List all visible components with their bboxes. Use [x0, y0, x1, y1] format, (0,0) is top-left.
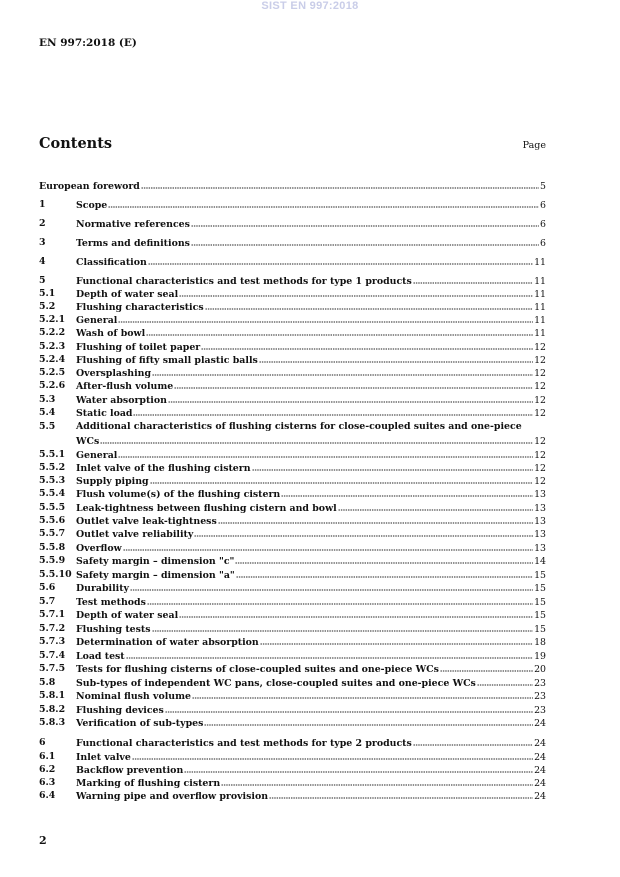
toc-entry-page: 15	[534, 570, 546, 581]
toc-entry-page: 12	[534, 476, 546, 487]
toc-entry-page: 12	[534, 381, 546, 392]
dot-leader	[146, 327, 533, 336]
toc-entry-page: 24	[534, 752, 546, 763]
dot-leader	[108, 199, 539, 208]
toc-entry-title: Sub-types of independent WC pans, close-coupled suites and one-piece WCs	[76, 678, 476, 689]
toc-entry-title: Flushing tests	[76, 624, 151, 635]
toc-entry-title: Terms and definitions	[76, 238, 190, 249]
toc-entry-number: 6.1	[39, 751, 56, 762]
toc-entry-title: Warning pipe and overflow provision	[76, 791, 269, 802]
toc-entry-title: General	[76, 315, 118, 326]
dot-leader	[148, 256, 533, 265]
dot-leader	[260, 636, 533, 645]
dot-leader	[192, 690, 533, 699]
dot-leader	[236, 569, 533, 578]
dot-leader	[174, 380, 533, 389]
dot-leader	[132, 751, 533, 760]
toc-entry-title: Safety margin – dimension "c"	[76, 556, 235, 567]
toc-entry-page: 24	[534, 765, 546, 776]
toc-entry-number: 5.5.2	[39, 462, 66, 473]
toc-entry-number: 6	[39, 737, 46, 748]
toc-entry-number: 5.5.3	[39, 475, 66, 486]
toc-entry-number: 5.8	[39, 677, 56, 688]
toc-entry-page: 13	[534, 543, 546, 554]
toc-entry-number: 5.2.4	[39, 354, 66, 365]
toc-entry-number: 3	[39, 237, 46, 248]
toc-entry-number: 5.3	[39, 394, 56, 405]
toc-entry-title: Verification of sub-types	[76, 718, 204, 729]
toc-entry-title-continuation: WCs	[76, 436, 100, 447]
toc-entry-page: 6	[540, 238, 546, 249]
dot-leader	[123, 542, 533, 551]
toc-entry-title: Flush volume(s) of the flushing cistern	[76, 489, 281, 500]
toc-entry-number: 5.5.10	[39, 569, 72, 580]
toc-entry-page: 15	[534, 583, 546, 594]
toc-entry-page: 12	[534, 355, 546, 366]
dot-leader	[338, 502, 533, 511]
toc-entry-page: 5	[540, 181, 546, 192]
dot-leader	[201, 341, 533, 350]
toc-entry-page: 19	[534, 651, 546, 662]
toc-entry-number: 5.6	[39, 582, 56, 593]
footer-page-number: 2	[39, 834, 47, 847]
toc-entry-title: Functional characteristics and test methods for type 2 products	[76, 738, 412, 749]
dot-leader	[477, 677, 533, 686]
toc-entry-title: Inlet valve	[76, 752, 131, 763]
dot-leader	[252, 462, 534, 471]
toc-entry-title: Load test	[76, 651, 125, 662]
toc-entry-title: Wash of bowl	[76, 328, 146, 339]
toc-entry-number: 5.5.9	[39, 555, 66, 566]
toc-entry-page: 12	[534, 368, 546, 379]
toc-entry-title: Classification	[76, 257, 147, 268]
dot-leader	[204, 717, 533, 726]
watermark: SIST EN 997:2018	[261, 0, 359, 12]
dot-leader	[191, 237, 539, 246]
toc-entry-title: Durability	[76, 583, 129, 594]
dot-leader	[126, 650, 533, 659]
page-title: Contents	[39, 135, 113, 152]
toc-entry-number: 5.7	[39, 596, 56, 607]
dot-leader	[235, 555, 533, 564]
toc-entry-page: 12	[534, 463, 546, 474]
toc-entry-number: 5.7.4	[39, 650, 66, 661]
dot-leader	[141, 180, 539, 189]
dot-leader	[118, 449, 533, 458]
toc-entry-page: 13	[534, 489, 546, 500]
toc-entry-number: 5.5.4	[39, 488, 66, 499]
toc-entry-page: 11	[534, 328, 546, 339]
toc-entry-page: 6	[540, 200, 546, 211]
toc-entry-page: 12	[534, 450, 546, 461]
dot-leader	[281, 488, 533, 497]
toc-entry-page: 11	[534, 315, 546, 326]
dot-leader	[152, 623, 534, 632]
toc-entry-title: After-flush volume	[76, 381, 174, 392]
toc-entry-page: 13	[534, 516, 546, 527]
toc-entry-number: 5.7.5	[39, 663, 66, 674]
dot-leader	[147, 596, 533, 605]
toc-entry-number: 5.8.3	[39, 717, 66, 728]
toc-entry-number: 5.7.1	[39, 609, 66, 620]
toc-entry-title: European foreword	[39, 181, 140, 192]
toc-entry-number: 5.2.5	[39, 367, 66, 378]
page-column-label: Page	[522, 140, 546, 151]
toc-entry-number: 5.5.1	[39, 449, 66, 460]
toc-entry-page: 12	[534, 342, 546, 353]
dot-leader	[194, 528, 533, 537]
toc-entry-number: 5.4	[39, 407, 56, 418]
toc-entry-title: Marking of flushing cistern	[76, 778, 221, 789]
dot-leader	[413, 275, 533, 284]
toc-entry-page: 13	[534, 503, 546, 514]
toc-entry-number: 5.5.7	[39, 528, 66, 539]
dot-leader	[165, 704, 533, 713]
toc-entry-title: Water absorption	[76, 395, 167, 406]
toc-entry-title: Normative references	[76, 219, 190, 230]
toc-entry-number: 1	[39, 199, 46, 210]
toc-entry-page: 20	[534, 664, 546, 675]
dot-leader	[440, 663, 533, 672]
toc-entry-title: Flushing characteristics	[76, 302, 204, 313]
toc-entry-title: Nominal flush volume	[76, 691, 191, 702]
toc-entry-title: Scope	[76, 200, 108, 211]
dot-leader	[259, 354, 533, 363]
toc-entry-page: 15	[534, 624, 546, 635]
toc-entry-title: Determination of water absorption	[76, 637, 259, 648]
toc-entry-number: 6.3	[39, 777, 56, 788]
toc-entry-page: 23	[534, 691, 546, 702]
dot-leader	[269, 790, 533, 799]
toc-entry-title: Tests for flushing cisterns of close-coupled suites and one-piece WCs	[76, 664, 439, 675]
toc-entry-title: Safety margin – dimension "a"	[76, 570, 235, 581]
dot-leader	[133, 407, 533, 416]
toc-entry-title: Functional characteristics and test methods for type 1 products	[76, 276, 412, 287]
toc-entry-page: 23	[534, 678, 546, 689]
toc-entry-number: 5	[39, 275, 46, 286]
toc-entry-title: Additional characteristics of flushing cisterns for close-coupled suites and one-piece	[76, 421, 522, 432]
toc-entry-number: 6.4	[39, 790, 56, 801]
toc-entry-title: Depth of water seal	[76, 610, 179, 621]
toc-entry-page: 12	[534, 436, 546, 447]
dot-leader	[184, 764, 533, 773]
toc-entry-page: 12	[534, 408, 546, 419]
toc-entry-page: 24	[534, 778, 546, 789]
toc-entry-number: 5.7.3	[39, 636, 66, 647]
dot-leader	[191, 218, 539, 227]
toc-entry-number: 5.2.1	[39, 314, 66, 325]
toc-entry-page: 15	[534, 597, 546, 608]
toc-entry-title: Overflow	[76, 543, 122, 554]
toc-entry-number: 5.2	[39, 301, 56, 312]
dot-leader	[218, 515, 533, 524]
dot-leader	[179, 609, 533, 618]
toc-entry-number: 5.8.1	[39, 690, 66, 701]
toc-entry-number: 2	[39, 218, 46, 229]
toc-entry-title: Test methods	[76, 597, 146, 608]
toc-entry-page: 6	[540, 219, 546, 230]
toc-entry-page: 14	[534, 556, 546, 567]
dot-leader	[152, 367, 533, 376]
dot-leader	[100, 435, 533, 444]
dot-leader	[150, 475, 533, 484]
toc-entry-number: 5.2.3	[39, 341, 66, 352]
document-id: EN 997:2018 (E)	[39, 37, 137, 49]
toc-entry-page: 15	[534, 610, 546, 621]
toc-entry-title: Supply piping	[76, 476, 149, 487]
toc-entry-number: 5.7.2	[39, 623, 66, 634]
dot-leader	[168, 394, 533, 403]
toc-entry-number: 5.5	[39, 421, 56, 432]
toc-entry-page: 18	[534, 637, 546, 648]
dot-leader	[130, 582, 533, 591]
toc-entry-page: 11	[534, 276, 546, 287]
toc-entry-title: Outlet valve reliability	[76, 529, 194, 540]
dot-leader	[118, 314, 533, 323]
toc-entry-page: 11	[534, 257, 546, 268]
toc-entry-number: 5.5.5	[39, 502, 66, 513]
toc-entry-page: 24	[534, 738, 546, 749]
dot-leader	[179, 288, 533, 297]
dot-leader	[221, 777, 533, 786]
toc-entry-page: 12	[534, 395, 546, 406]
toc-entry-title: General	[76, 450, 118, 461]
toc-entry-number: 5.8.2	[39, 704, 66, 715]
toc-entry-number: 5.5.6	[39, 515, 66, 526]
toc-entry-number: 5.1	[39, 288, 56, 299]
toc-entry-title: Static load	[76, 408, 133, 419]
toc-entry-page: 24	[534, 718, 546, 729]
dot-leader	[205, 301, 533, 310]
toc-entry-title: Inlet valve of the flushing cistern	[76, 463, 251, 474]
toc-entry-title: Flushing of fifty small plastic balls	[76, 355, 258, 366]
toc-entry-page: 24	[534, 791, 546, 802]
toc-entry-page: 23	[534, 705, 546, 716]
toc-entry-title: Leak-tightness between flushing cistern and bowl	[76, 503, 337, 514]
toc-entry-title: Oversplashing	[76, 368, 152, 379]
toc-entry-title: Flushing of toilet paper	[76, 342, 201, 353]
toc-entry-page: 13	[534, 529, 546, 540]
toc-entry-page: 11	[534, 302, 546, 313]
toc-entry-number: 5.2.2	[39, 327, 66, 338]
toc-entry-title: Flushing devices	[76, 705, 164, 716]
toc-entry-number: 5.5.8	[39, 542, 66, 553]
toc-entry-number: 6.2	[39, 764, 56, 775]
toc-entry-title: Outlet valve leak-tightness	[76, 516, 217, 527]
toc-entry-number: 4	[39, 256, 46, 267]
dot-leader	[413, 737, 533, 746]
toc-entry-number: 5.2.6	[39, 380, 66, 391]
toc-entry-title: Depth of water seal	[76, 289, 179, 300]
toc-entry-page: 11	[534, 289, 546, 300]
toc-entry-title: Backflow prevention	[76, 765, 184, 776]
